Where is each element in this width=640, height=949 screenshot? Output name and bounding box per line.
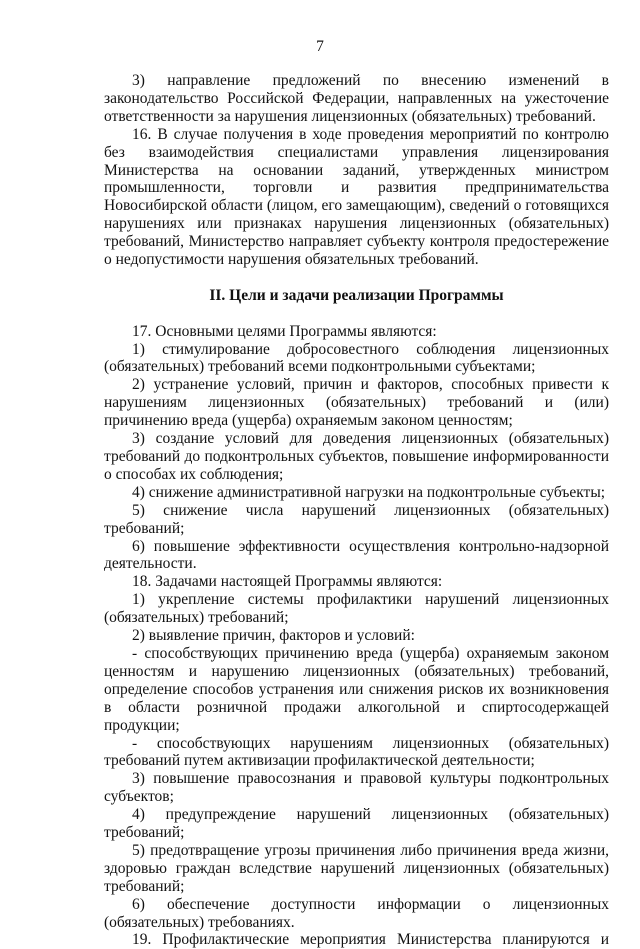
page-number: 7 [316, 38, 324, 55]
paragraph: 5) снижение числа нарушений лицензионных (обязательных) требований; [104, 501, 609, 537]
paragraph: - способствующих причинению вреда (ущерба) охраняемым законом ценностям и нарушению лицензионных (обязательных) требований, определение способов устранения или снижения рисков их возникновения в области розничной продажи алкогольной и спиртосодержащей продукции; [104, 644, 609, 734]
paragraph: 1) укрепление системы профилактики нарушений лицензионных (обязательных) требований; [104, 591, 609, 627]
paragraph: 3) создание условий для доведения лицензионных (обязательных) требований до подконтрольных субъектов, повышение информированности о способах их соблюдения; [104, 430, 609, 483]
paragraph: 16. В случае получения в ходе проведения мероприятий по контролю без взаимодействия специалистами управления лицензирования Министерства на основании заданий, утвержденных министром промышленности, торговли и развития предпринимательства Новосибирской области (лицом, его замещающим), сведений о готовящихся нарушениях или признаках нарушения лицензионных (обязательных) требований, Министерство направляет субъекту контроля предостережение о недопустимости нарушения обязательных требований. [104, 125, 609, 269]
document-body [104, 72, 609, 949]
paragraph: 3) повышение правосознания и правовой культуры подконтрольных субъектов; [104, 770, 609, 806]
paragraph: 4) предупреждение нарушений лицензионных (обязательных) требований; [104, 806, 609, 842]
paragraph: - способствующих нарушениям лицензионных (обязательных) требований путем активизации профилактической деятельности; [104, 734, 609, 770]
paragraph: 6) обеспечение доступности информации о лицензионных (обязательных) требованиях. [104, 895, 609, 931]
paragraph: 19. Профилактические мероприятия Министерства планируются и [132, 931, 609, 949]
paragraph: 18. Задачами настоящей Программы являются: [132, 573, 443, 591]
paragraph: 6) повышение эффективности осуществления контрольно-надзорной деятельности. [104, 537, 609, 573]
section-heading: II. Цели и задачи реализации Программы [209, 286, 504, 304]
paragraph: 2) выявление причин, факторов и условий: [132, 627, 415, 645]
paragraph: 3) направление предложений по внесению изменений в законодательство Российской Федерации, направленных на ужесточение ответственности за нарушения лицензионных (обязательных) требований. [104, 72, 609, 125]
paragraph: 2) устранение условий, причин и факторов, способных привести к нарушениям лицензионных (обязательных) требований и (или) причинению вреда (ущерба) охраняемым законом ценностям; [104, 376, 609, 430]
paragraph: 17. Основными целями Программы являются: [132, 322, 437, 340]
paragraph: 5) предотвращение угрозы причинения либо причинения вреда жизни, здоровью граждан вследствие нарушений лицензионных (обязательных) требований; [104, 841, 609, 895]
paragraph: 1) стимулирование добросовестного соблюдения лицензионных (обязательных) требований всеми подконтрольными субъектами; [104, 340, 609, 376]
paragraph: 4) снижение административной нагрузки на подконтрольные субъекты; [132, 483, 606, 501]
